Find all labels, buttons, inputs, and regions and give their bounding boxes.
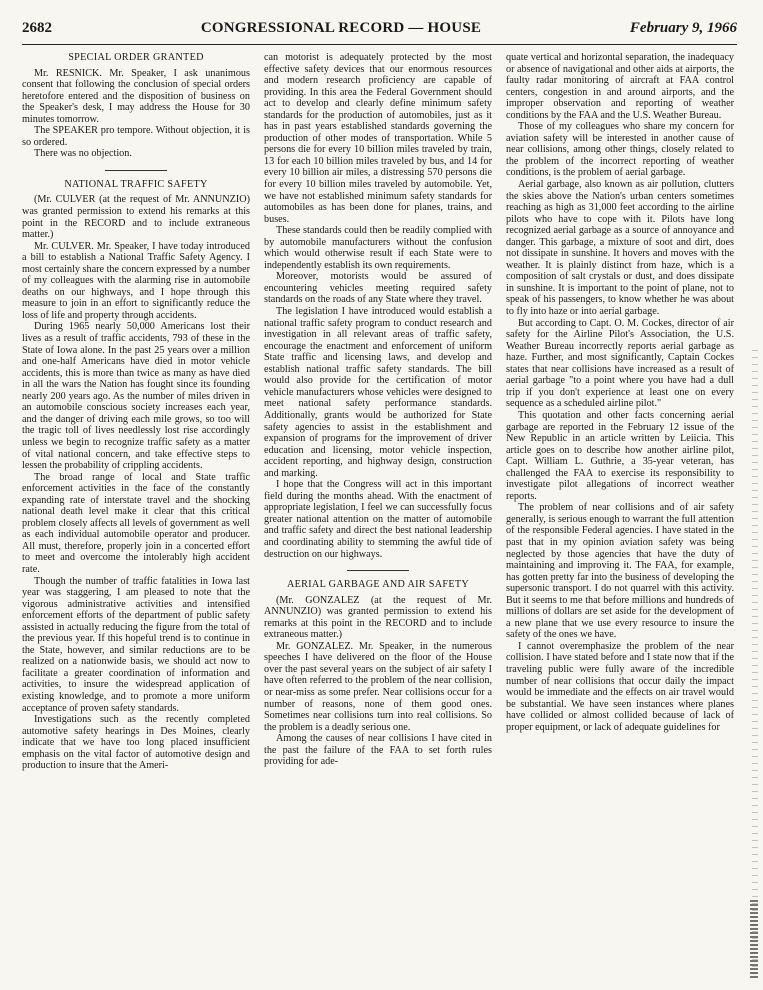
paragraph: quate vertical and horizontal separation, the inadequacy or absence of navigational and other aids at airports, the faulty radar monitoring of aircraft at FAA control centers, congestion in and around airports, and the improper observation and reporting of weather conditions by the FAA and the U.S. Weather Bureau. [506, 52, 734, 121]
section-heading-special-order: SPECIAL ORDER GRANTED [68, 52, 204, 63]
paragraph: But according to Capt. O. M. Cockes, director of air safety for the Airline Pilot's Association, the U.S. Weather Bureau incorrectly reports aerial garbage as haze. Further, and most significantly, Captain Cockes states that near collisions have increased as a result of aerial garbage "to a point where you have had a dull trip if you don't experience at least one on every sequence as a scheduled airline pilot." [506, 317, 734, 410]
paragraph: Mr. CULVER. Mr. Speaker, I have today introduced a bill to establish a National Traffic Safety Agency. I most certainly share the concern expressed by a number of my colleagues with the alarming rise in automobile deaths on our highways, and I hope through this measure to join in an effort to significantly reduce the loss of life and property through accidents. [22, 240, 250, 321]
scan-margin-bar [750, 900, 758, 980]
page-number: 2682 [22, 20, 52, 36]
section-divider [105, 170, 167, 171]
paragraph: This quotation and other facts concerning aerial garbage are reported in the February 12 issue of the New Republic in an article written by Leiicia. This article goes on to describe how another airline pilot, Capt. William L. Guthrie, a 35-year veteran, has challenged the FAA to exercise its responsibility to investigate pilot allegations of incorrect weather reports. [506, 409, 734, 502]
paragraph: I cannot overemphasize the problem of the near collision. I have stated before and I state now that if the traveling public were fully aware of the incredible number of near collisions that occur daily the impact would be immediate and the effects on air travel would be substantial. We have seen instances where planes have collided or almost collided because of lack of proper equipment, or lack of adequate guidelines for [506, 640, 734, 733]
column-middle [264, 52, 492, 982]
section-heading-traffic-safety: NATIONAL TRAFFIC SAFETY [64, 178, 208, 190]
paragraph: Those of my colleagues who share my concern for aviation safety will be interested in another cause of near collisions, among other things, closely related to the problem of the incorrect reporting of weather conditions, is the problem of aerial garbage. [506, 121, 734, 179]
section-divider [347, 570, 409, 571]
paragraph: Mr. GONZALEZ. Mr. Speaker, in the numerous speeches I have delivered on the floor of the House over the past several years on the subject of air safety I have often referred to the problem of the near collision, or near-miss as some prefer. Near collisions occur for a number of reasons, none of them good ones. Sometimes near collisions turn into real collisions. So the problem is a deadly serious one. [264, 640, 492, 733]
paragraph: Moreover, motorists would be assured of encountering vehicles meeting required safety standards on the roads of any State where they travel. [264, 271, 492, 306]
paragraph: These standards could then be readily complied with by automobile manufacturers without the confusion which would otherwise result if each State were to independently establish its own requirements. [264, 225, 492, 271]
paragraph: I hope that the Congress will act in this important field during the months ahead. With the enactment of appropriate legislation, I feel we can successfully focus greater national attention on the matter of automobile and traffic safety and direct the best national leadership and coordinating ability to stemming the awful tide of destruction on our highways. [264, 479, 492, 560]
paragraph: The problem of near collisions and of air safety generally, is serious enough to warrant the full attention of the responsible Federal agencies. I have stated in the past that in my opinion aviation safety was being neglected by those agencies that have the duty of maintaining and improving it. The FAA, for example, has gotten pretty far into the business of developing the supersonic transport. I do not quarrel with this activity. But it seems to me that before millions and hundreds of millions of dollars are set aside for the development of a new plane that we use every resource to insure the safety of the ones we have. [506, 502, 734, 641]
paragraph: The broad range of local and State traffic enforcement activities in the face of the constantly expanding rate of interstate travel and the shocking national death level make it clear that this critical problem closely affects all levels of government as well as each individual automobile operator and producer. All must, therefore, properly join in a concerted effort to meet and overcome the intolerably high accident rate. [22, 471, 250, 575]
text-columns [22, 52, 736, 982]
paragraph: Investigations such as the recently completed automotive safety hearings in Des Moines, clearly indicate that we have too long placed insufficient emphasis on the vital factor of automotive design and production to insure that the Ameri- [22, 714, 250, 772]
paragraph: During 1965 nearly 50,000 Americans lost their lives as a result of traffic accidents, 793 of these in the State of Iowa alone. In the past 25 years over a million and one-half Americans have died in motor vehicle accidents, this is more than twice as many as have died in all the wars the Nation has fought since its founding nearly 200 years ago. As the number of miles driven in an automobile conscious society increases each year, and the danger of driving each mile grows, so too will the tragic toll of lives needlessly lost rise accordingly unless we begin to recognize traffic safety as a matter of vital national concern, and take effective steps to lessen the probability of crippling accidents. [22, 321, 250, 472]
paragraph: Though the number of traffic fatalities in Iowa last year was staggering, I am pleased to note that the vigorous administrative activities and intensified enforcement efforts of the department of public safety assisted in actually reducing the figure from the total of the previous year. If this hopeful trend is to continue in the State, however, and similar reductions are to be realized on a nationwide basis, we should act now to facilitate a greater coordination of information and activities, to insure the widespread application of existing knowledge, and to promote a more uniform acceptance of proven safety standards. [22, 575, 250, 714]
section-heading-aerial-garbage: AERIAL GARBAGE AND AIR SAFETY [286, 579, 470, 591]
paragraph: The SPEAKER pro tempore. Without objection, it is so ordered. [22, 125, 250, 148]
paragraph: Aerial garbage, also known as air pollution, clutters the skies above the Nation's urban centers sometimes reaching as high as 31,000 feet according to the airline pilots who have to cope with it. Pilots have long recognized aerial garbage as a source of annoyance and danger. This garbage, a mixture of soot and dirt, does not dissipate in sunshine. It hovers and moves with the weather. It is plainly distinct from haze, which is a composition of salt crystals or dust, and does dissipate in sunshine. It is important to the point of plane, not to speak of his passengers, to know whether he was about to fly into haze or into aerial garbage. [506, 179, 734, 318]
page-header [22, 20, 737, 45]
issue-date: February 9, 1966 [629, 20, 737, 36]
column-left [22, 52, 250, 982]
paragraph: The legislation I have introduced would establish a national traffic safety program to conduct research and investigation in all relevant areas of traffic safety, encourage the enactment and enforcement of uniform State traffic and licensing laws, and develop and establish national traffic safety standards. The bill would also provide for the certification of motor vehicle manufacturers whose vehicles were designed to meet national safety performance standards. Additionally, grants would be authorized for State safety agencies to assist in the establishment and expansion of programs for the improvement of driver education and licensing, motor vehicle inspection, accident reporting, and highway design, construction and marking. [264, 306, 492, 479]
column-right [506, 52, 734, 982]
journal-title: CONGRESSIONAL RECORD — HOUSE [200, 20, 482, 36]
paragraph: (Mr. GONZALEZ (at the request of Mr. ANNUNZIO) was granted permission to extend his remarks at this point in the RECORD and to include extraneous matter.) [264, 594, 492, 641]
paragraph: can motorist is adequately protected by the most effective safety devices that our enormous resources and modern research proficiency are capable of providing. In this area the Federal Government should act to develop and clearly define minimum safety standards for the production of automobiles, just as it has in past years established standards governing the production of other modes of transportation. While 5 persons die for every 10 billion miles traveled by train, 13 for each 10 billion miles traveled by bus, and 14 for every 10 billion air miles, a distressing 570 persons die for every 10 billion miles traveled by automobile. Yet, we have not established minimum safety standards for automobiles as has been done for planes, trains, and buses. [264, 52, 492, 225]
scan-margin-marks [752, 350, 758, 980]
paragraph: Mr. RESNICK. Mr. Speaker, I ask unanimous consent that following the conclusion of special orders heretofore entered and the disposition of business on the Speaker's desk, I may address the House for 30 minutes tomorrow. [22, 67, 250, 125]
paragraph: There was no objection. [34, 148, 132, 160]
paragraph: (Mr. CULVER (at the request of Mr. ANNUNZIO) was granted permission to extend his remarks at this point in the RECORD and to include extraneous matter.) [22, 194, 250, 241]
paragraph: Among the causes of near collisions I have cited in the past the failure of the FAA to set forth rules providing for ade- [264, 733, 492, 768]
